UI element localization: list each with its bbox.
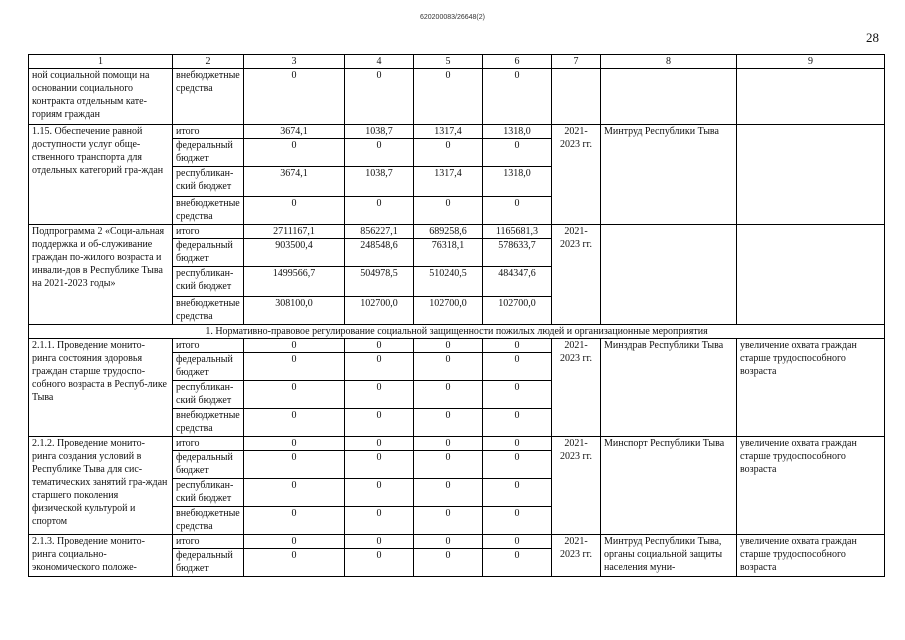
result-cell: увеличение охвата граждан старше трудоспособного возраста xyxy=(737,437,885,535)
value-cell: 484347,6 xyxy=(483,267,552,297)
value-cell: 0 xyxy=(244,535,345,549)
table-row xyxy=(29,339,885,353)
table-row xyxy=(29,535,885,549)
value-cell: 0 xyxy=(244,479,345,507)
table-row xyxy=(29,125,885,139)
value-cell: 76318,1 xyxy=(414,239,483,267)
activity-cell: 1.15. Обеспечение равной доступности услуг обще-ственного транспорта для отдельных категорий гра-ждан xyxy=(29,125,173,225)
value-cell: 1318,0 xyxy=(483,167,552,197)
value-cell: 0 xyxy=(483,353,552,381)
header-cell: 9 xyxy=(737,55,885,69)
executor-cell xyxy=(601,69,737,125)
result-cell: увеличение охвата граждан старше трудоспособного возраста xyxy=(737,339,885,437)
value-cell: 102700,0 xyxy=(414,297,483,325)
funding-source-cell: республикан-ский бюджет xyxy=(173,381,244,409)
value-cell: 0 xyxy=(414,353,483,381)
period-cell: 2021-2023 гг. xyxy=(552,535,601,577)
funding-source-cell: внебюджетные средства xyxy=(173,507,244,535)
funding-source-cell: республикан-ский бюджет xyxy=(173,167,244,197)
value-cell: 0 xyxy=(483,409,552,437)
funding-source-cell: итого xyxy=(173,125,244,139)
value-cell: 0 xyxy=(345,535,414,549)
header-cell: 8 xyxy=(601,55,737,69)
value-cell: 0 xyxy=(244,381,345,409)
value-cell: 248548,6 xyxy=(345,239,414,267)
value-cell: 0 xyxy=(345,353,414,381)
funding-source-cell: федеральный бюджет xyxy=(173,549,244,577)
value-cell: 0 xyxy=(244,69,345,125)
activity-cell: 2.1.2. Проведение монито-ринга создания условий в Республике Тыва для сис-тематических занятий гра-ждан старшего поколения физической культурой и спортом xyxy=(29,437,173,535)
section-row xyxy=(29,325,885,339)
value-cell: 0 xyxy=(345,507,414,535)
value-cell: 504978,5 xyxy=(345,267,414,297)
header-cell: 6 xyxy=(483,55,552,69)
funding-source-cell: внебюджетные средства xyxy=(173,409,244,437)
value-cell: 0 xyxy=(483,507,552,535)
funding-source-cell: федеральный бюджет xyxy=(173,139,244,167)
value-cell: 0 xyxy=(414,409,483,437)
value-cell: 0 xyxy=(414,69,483,125)
result-cell: увеличение охвата граждан старше трудоспособного возраста xyxy=(737,535,885,577)
value-cell: 578633,7 xyxy=(483,239,552,267)
value-cell: 0 xyxy=(244,507,345,535)
value-cell: 0 xyxy=(345,381,414,409)
value-cell: 3674,1 xyxy=(244,125,345,139)
value-cell: 0 xyxy=(483,139,552,167)
activity-cell: 2.1.1. Проведение монито-ринга состояния здоровья граждан старше трудоспо-собного возраста в Респуб-лике Тыва xyxy=(29,339,173,437)
value-cell: 1165681,3 xyxy=(483,225,552,239)
header-cell: 1 xyxy=(29,55,173,69)
value-cell: 1038,7 xyxy=(345,125,414,139)
value-cell: 510240,5 xyxy=(414,267,483,297)
funding-source-cell: федеральный бюджет xyxy=(173,451,244,479)
result-cell xyxy=(737,69,885,125)
section-title: 1. Нормативно-правовое регулирование социальной защищенности пожилых людей и организационные мероприятия xyxy=(29,325,885,339)
header-cell: 4 xyxy=(345,55,414,69)
value-cell: 0 xyxy=(345,139,414,167)
value-cell: 0 xyxy=(414,139,483,167)
value-cell: 0 xyxy=(414,479,483,507)
value-cell: 0 xyxy=(244,353,345,381)
value-cell: 0 xyxy=(414,451,483,479)
value-cell: 0 xyxy=(345,451,414,479)
executor-cell: Минздрав Республики Тыва xyxy=(601,339,737,437)
value-cell: 0 xyxy=(483,451,552,479)
budget-table xyxy=(28,54,885,577)
table-row xyxy=(29,225,885,239)
value-cell: 0 xyxy=(483,549,552,577)
executor-cell: Минтруд Республики Тыва, органы социальной защиты населения муни- xyxy=(601,535,737,577)
value-cell: 0 xyxy=(345,339,414,353)
funding-source-cell: внебюджетные средства xyxy=(173,69,244,125)
value-cell: 0 xyxy=(244,549,345,577)
funding-source-cell: федеральный бюджет xyxy=(173,353,244,381)
funding-source-cell: итого xyxy=(173,437,244,451)
value-cell: 1318,0 xyxy=(483,125,552,139)
executor-cell: Минтруд Республики Тыва xyxy=(601,125,737,225)
value-cell: 0 xyxy=(244,451,345,479)
value-cell: 1499566,7 xyxy=(244,267,345,297)
value-cell: 3674,1 xyxy=(244,167,345,197)
value-cell: 689258,6 xyxy=(414,225,483,239)
activity-cell: ной социальной помощи на основании социального контракта отдельным кате-гориям граждан xyxy=(29,69,173,125)
value-cell: 0 xyxy=(244,437,345,451)
table-row xyxy=(29,69,885,125)
value-cell: 0 xyxy=(414,381,483,409)
value-cell: 1038,7 xyxy=(345,167,414,197)
value-cell: 0 xyxy=(414,549,483,577)
value-cell: 2711167,1 xyxy=(244,225,345,239)
value-cell: 0 xyxy=(414,339,483,353)
value-cell: 0 xyxy=(483,69,552,125)
header-row xyxy=(29,55,885,69)
value-cell: 903500,4 xyxy=(244,239,345,267)
value-cell: 0 xyxy=(345,409,414,437)
funding-source-cell: республикан-ский бюджет xyxy=(173,479,244,507)
value-cell: 0 xyxy=(414,507,483,535)
header-cell: 3 xyxy=(244,55,345,69)
value-cell: 0 xyxy=(345,437,414,451)
document-id: 620200083/26648(2) xyxy=(419,14,485,21)
value-cell: 0 xyxy=(483,437,552,451)
funding-source-cell: республикан-ский бюджет xyxy=(173,267,244,297)
funding-source-cell: внебюджетные средства xyxy=(173,197,244,225)
value-cell: 0 xyxy=(414,197,483,225)
value-cell: 0 xyxy=(483,197,552,225)
header-cell: 2 xyxy=(173,55,244,69)
value-cell: 0 xyxy=(414,535,483,549)
value-cell: 308100,0 xyxy=(244,297,345,325)
value-cell: 102700,0 xyxy=(345,297,414,325)
period-cell: 2021-2023 гг. xyxy=(552,125,601,225)
value-cell: 0 xyxy=(244,197,345,225)
page-number: 28 xyxy=(866,30,879,45)
value-cell: 0 xyxy=(345,69,414,125)
value-cell: 0 xyxy=(345,549,414,577)
period-cell: 2021-2023 гг. xyxy=(552,225,601,325)
header-cell: 5 xyxy=(414,55,483,69)
funding-source-cell: итого xyxy=(173,535,244,549)
result-cell xyxy=(737,225,885,325)
executor-cell xyxy=(601,225,737,325)
executor-cell: Минспорт Республики Тыва xyxy=(601,437,737,535)
value-cell: 1317,4 xyxy=(414,167,483,197)
value-cell: 0 xyxy=(483,381,552,409)
value-cell: 0 xyxy=(483,535,552,549)
value-cell: 856227,1 xyxy=(345,225,414,239)
funding-source-cell: внебюджетные средства xyxy=(173,297,244,325)
period-cell: 2021-2023 гг. xyxy=(552,437,601,535)
value-cell: 0 xyxy=(345,479,414,507)
value-cell: 0 xyxy=(483,339,552,353)
value-cell: 0 xyxy=(244,139,345,167)
period-cell xyxy=(552,69,601,125)
funding-source-cell: итого xyxy=(173,225,244,239)
value-cell: 0 xyxy=(414,437,483,451)
table-row xyxy=(29,437,885,451)
funding-source-cell: итого xyxy=(173,339,244,353)
value-cell: 0 xyxy=(244,339,345,353)
funding-source-cell: федеральный бюджет xyxy=(173,239,244,267)
header-cell: 7 xyxy=(552,55,601,69)
value-cell: 0 xyxy=(244,409,345,437)
value-cell: 0 xyxy=(483,479,552,507)
activity-cell: 2.1.3. Проведение монито-ринга социально-экономического положе- xyxy=(29,535,173,577)
period-cell: 2021-2023 гг. xyxy=(552,339,601,437)
activity-cell: Подпрограмма 2 «Соци-альная поддержка и об-служивание граждан по-жилого возраста и инвали-дов в Республике Тыва на 2021-2023 годы» xyxy=(29,225,173,325)
value-cell: 102700,0 xyxy=(483,297,552,325)
value-cell: 0 xyxy=(345,197,414,225)
result-cell xyxy=(737,125,885,225)
value-cell: 1317,4 xyxy=(414,125,483,139)
